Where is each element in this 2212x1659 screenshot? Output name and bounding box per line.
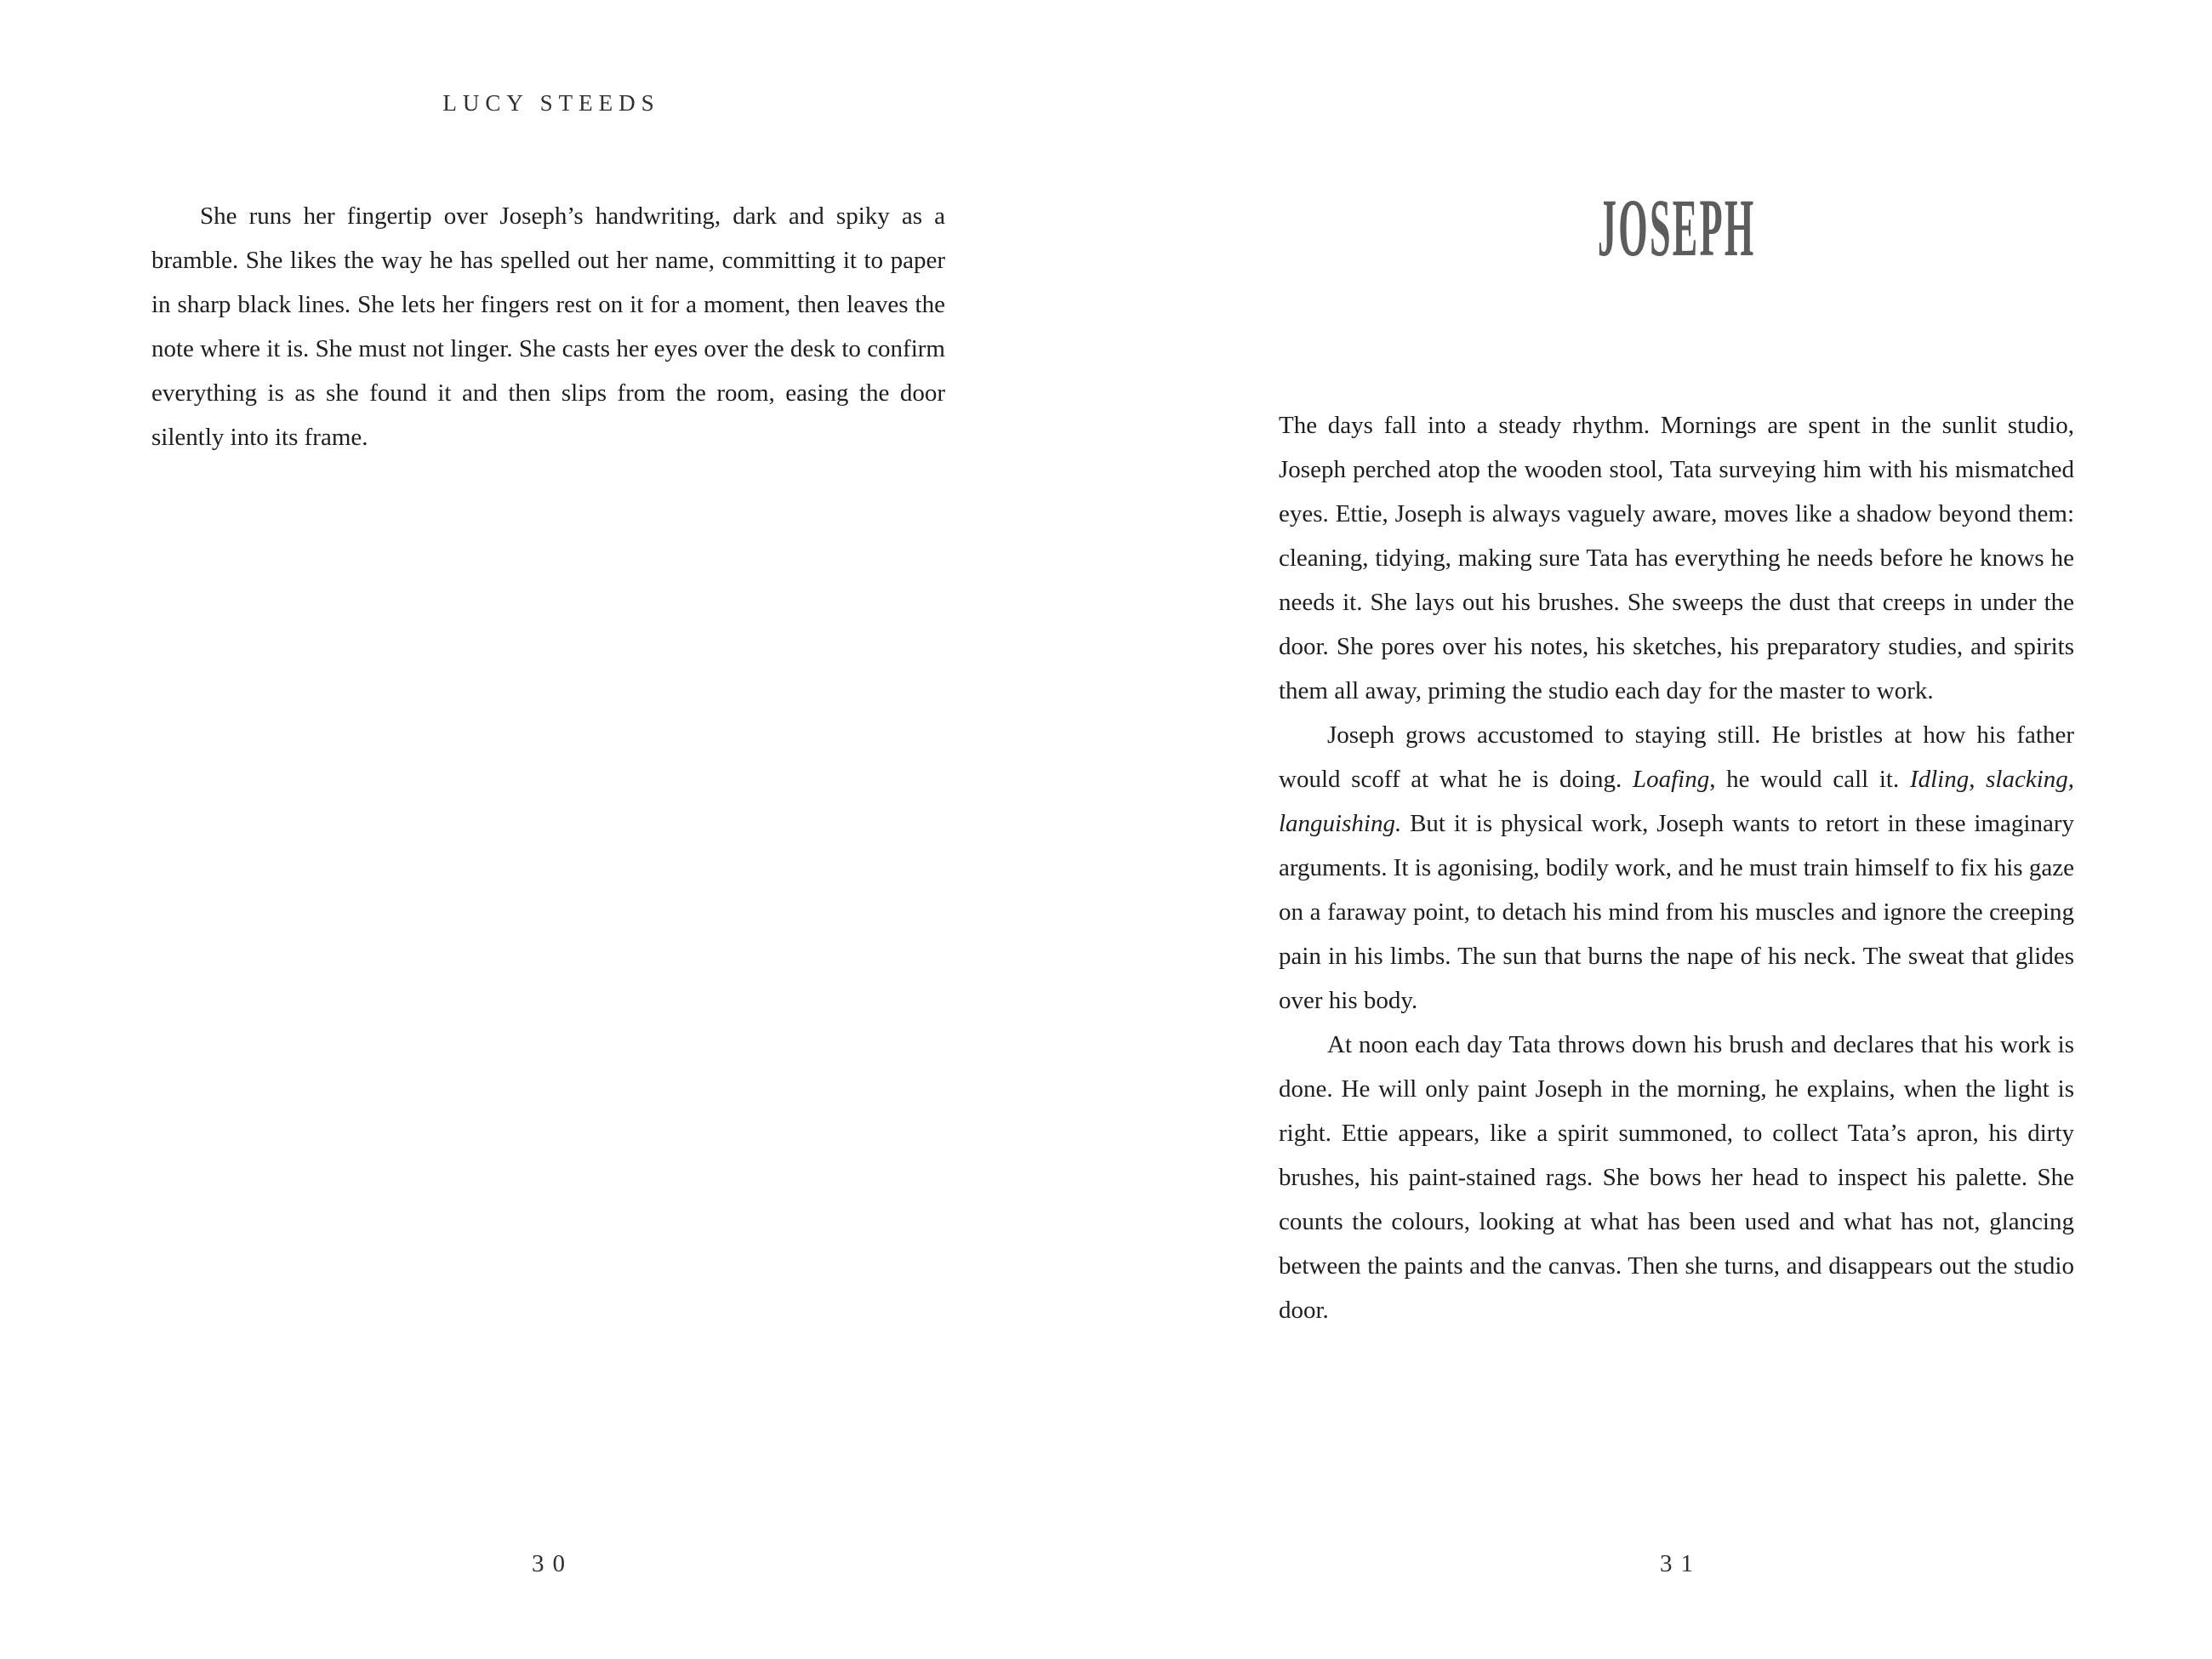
page-right [1106, 0, 2212, 1659]
paragraph: She runs her fingertip over Joseph’s handwriting, dark and spiky as a bramble. She likes the way he has spelled out her name, committing it to paper in sharp black lines. She lets her fingers rest on it for a moment, then leaves the note where it is. She must not linger. She casts her eyes over the desk to confirm everything is as she found it and then slips from the room, easing the door silently into its frame. [151, 202, 945, 451]
paragraph: Joseph grows accustomed to staying still. He bristles at how his father would scoff at what he is doing. Loafing, he would call it. Idling, slacking, languishing. But it is physical work, Joseph wants to retort in these imaginary arguments. It is agonising, bodily work, and he must train himself to fix his gaze on a faraway point, to detach his mind from his muscles and ignore the creeping pain in his limbs. The sun that burns the nape of his neck. The sweat that glides over his body. [1279, 721, 2075, 1014]
paragraph: The days fall into a steady rhythm. Mornings are spent in the sunlit studio, Joseph perched atop the wooden stool, Tata surveying him with his mismatched eyes. Ettie, Joseph is always vaguely aware, moves like a shadow beyond them: cleaning, tidying, making sure Tata has everything he needs before he knows he needs it. She lays out his brushes. She sweeps the dust that creeps in under the door. She pores over his notes, his sketches, his preparatory studies, and spirits them all away, priming the studio each day for the master to work. [1279, 412, 2074, 704]
paragraph: At noon each day Tata throws down his brush and declares that his work is done. He will only paint Joseph in the morning, he explains, when the light is right. Ettie appears, like a spirit summoned, to collect Tata’s apron, his dirty brushes, his paint-stained rags. She bows her head to inspect his palette. She counts the colours, looking at what has been used and what has not, glancing between the paints and the canvas. Then she turns, and disappears out the studio door. [1279, 1031, 2074, 1324]
page-left-textblock [151, 194, 945, 459]
page-number-left: 30 [532, 1550, 573, 1577]
page-number-right: 31 [1660, 1550, 1702, 1577]
running-header: LUCY STEEDS [442, 90, 660, 116]
chapter-title-text: JOSEPH [1597, 182, 1756, 273]
chapter-title [1279, 182, 2074, 279]
page-right-textblock [1279, 403, 2074, 1332]
